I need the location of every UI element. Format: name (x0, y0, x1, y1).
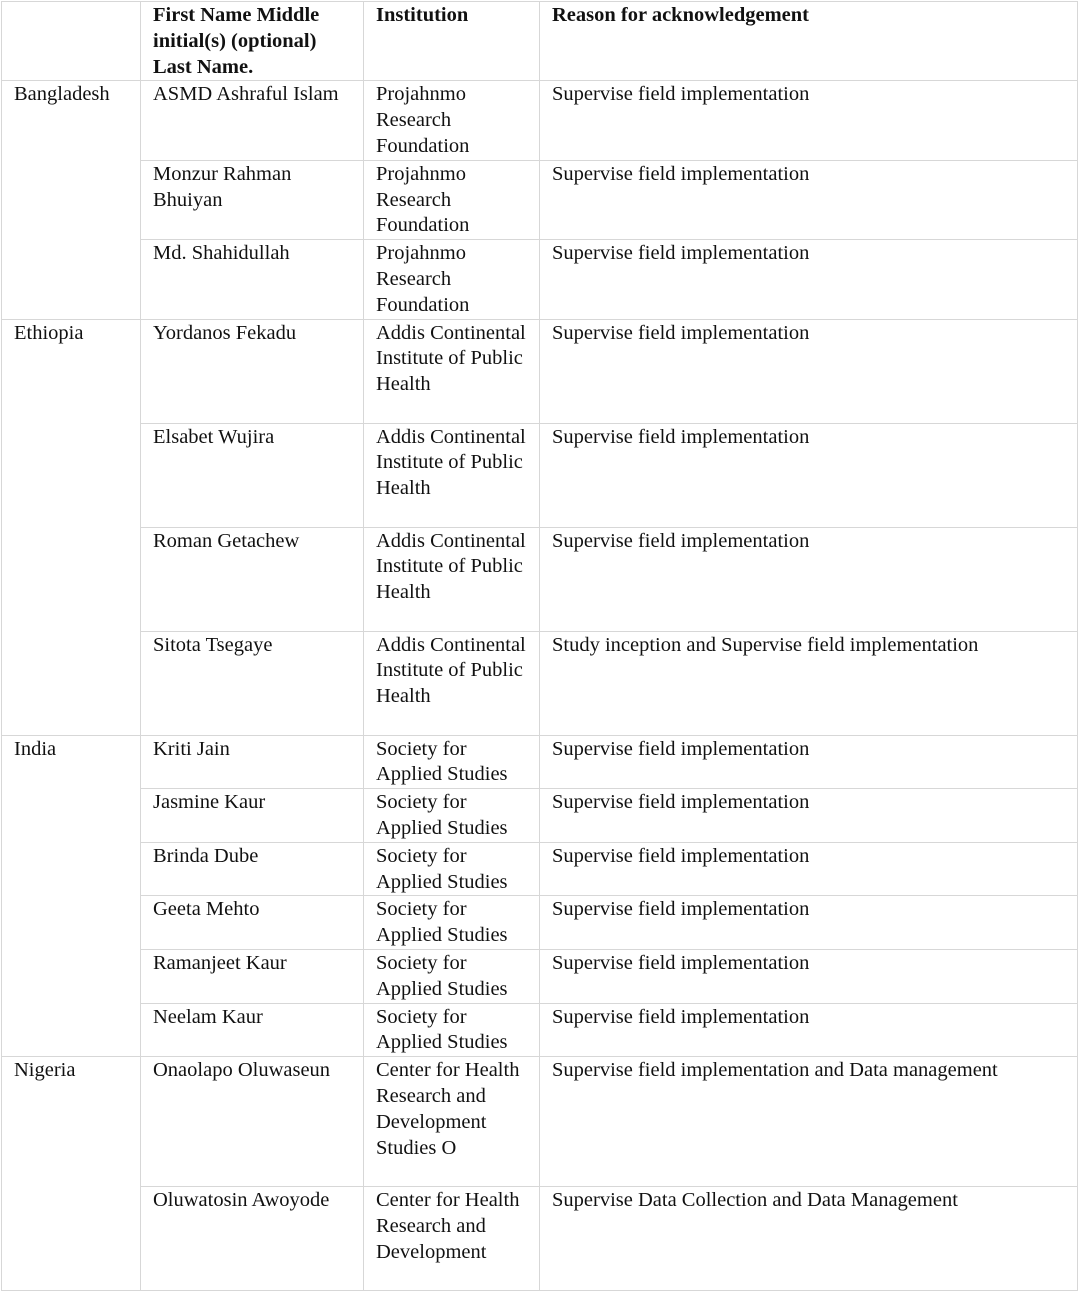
name-cell: Geeta Mehto (141, 896, 364, 950)
table-row (2, 527, 1078, 631)
name-cell: Monzur Rahman Bhuiyan (141, 160, 364, 239)
institution-cell: Society for Applied Studies (364, 842, 540, 896)
name-cell: Jasmine Kaur (141, 789, 364, 843)
table-row (2, 81, 1078, 160)
reason-cell: Supervise field implementation (540, 896, 1078, 950)
reason-cell: Supervise field implementation and Data management (540, 1057, 1078, 1187)
country-cell: Ethiopia (2, 319, 141, 735)
reason-cell: Supervise field implementation (540, 160, 1078, 239)
name-cell: Kriti Jain (141, 735, 364, 789)
table-row (2, 949, 1078, 1003)
header-country (2, 2, 141, 81)
institution-cell: Addis Continental Institute of Public Health (364, 527, 540, 631)
institution-cell: Addis Continental Institute of Public Health (364, 631, 540, 735)
institution-cell: Society for Applied Studies (364, 896, 540, 950)
reason-cell: Supervise field implementation (540, 81, 1078, 160)
name-cell: Yordanos Fekadu (141, 319, 364, 423)
country-cell: India (2, 735, 141, 1057)
header-institution: Institution (364, 2, 540, 81)
institution-cell: Addis Continental Institute of Public Health (364, 423, 540, 527)
name-cell: Sitota Tsegaye (141, 631, 364, 735)
reason-cell: Supervise field implementation (540, 842, 1078, 896)
institution-cell: Center for Health Research and Development Studies O (364, 1057, 540, 1187)
reason-cell: Supervise field implementation (540, 735, 1078, 789)
table-row (2, 896, 1078, 950)
reason-cell: Study inception and Supervise field implementation (540, 631, 1078, 735)
table-row (2, 1187, 1078, 1291)
institution-cell: Society for Applied Studies (364, 1003, 540, 1057)
institution-cell: Society for Applied Studies (364, 949, 540, 1003)
table-row (2, 735, 1078, 789)
table-row (2, 1057, 1078, 1187)
institution-cell: Society for Applied Studies (364, 735, 540, 789)
table-row (2, 789, 1078, 843)
institution-cell: Society for Applied Studies (364, 789, 540, 843)
country-cell: Bangladesh (2, 81, 141, 319)
name-cell: Brinda Dube (141, 842, 364, 896)
reason-cell: Supervise field implementation (540, 423, 1078, 527)
name-cell: Ramanjeet Kaur (141, 949, 364, 1003)
table-row (2, 319, 1078, 423)
institution-cell: Addis Continental Institute of Public Health (364, 319, 540, 423)
name-cell: ASMD Ashraful Islam (141, 81, 364, 160)
name-cell: Roman Getachew (141, 527, 364, 631)
institution-cell: Projahnmo Research Foundation (364, 240, 540, 319)
reason-cell: Supervise field implementation (540, 949, 1078, 1003)
table-row (2, 631, 1078, 735)
name-cell: Md. Shahidullah (141, 240, 364, 319)
reason-cell: Supervise field implementation (540, 1003, 1078, 1057)
institution-cell: Center for Health Research and Development (364, 1187, 540, 1291)
header-row (2, 2, 1078, 81)
table-row (2, 240, 1078, 319)
table-row (2, 842, 1078, 896)
header-name: First Name Middle initial(s) (optional) Last Name. (141, 2, 364, 81)
name-cell: Oluwatosin Awoyode (141, 1187, 364, 1291)
reason-cell: Supervise field implementation (540, 527, 1078, 631)
country-cell: Nigeria (2, 1057, 141, 1291)
name-cell: Onaolapo Oluwaseun (141, 1057, 364, 1187)
reason-cell: Supervise field implementation (540, 319, 1078, 423)
name-cell: Neelam Kaur (141, 1003, 364, 1057)
table-row (2, 423, 1078, 527)
reason-cell: Supervise field implementation (540, 789, 1078, 843)
institution-cell: Projahnmo Research Foundation (364, 160, 540, 239)
reason-cell: Supervise Data Collection and Data Management (540, 1187, 1078, 1291)
table-row (2, 160, 1078, 239)
institution-cell: Projahnmo Research Foundation (364, 81, 540, 160)
reason-cell: Supervise field implementation (540, 240, 1078, 319)
name-cell: Elsabet Wujira (141, 423, 364, 527)
acknowledgements-table (1, 1, 1078, 1291)
table-row (2, 1003, 1078, 1057)
header-reason: Reason for acknowledgement (540, 2, 1078, 81)
